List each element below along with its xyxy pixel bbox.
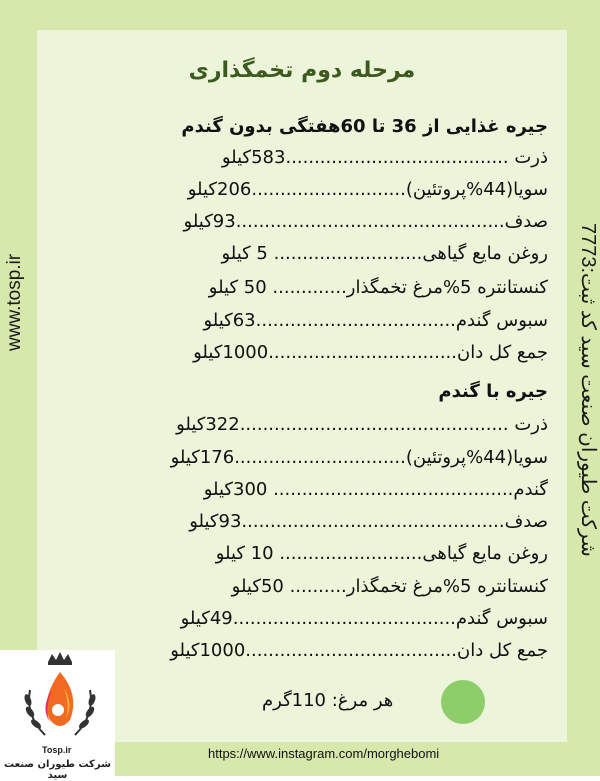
ingredient-row: سویا(44%پروتئین)...........................206کیلو — [187, 179, 548, 200]
ingredient-row: صدف...............................................93کیلو — [183, 211, 548, 232]
ingredient-row: کنستانتره 5%مرغ تخمگذار.......... 50کیلو — [231, 576, 548, 597]
ingredient-row: صدف..............................................93کیلو — [189, 511, 548, 532]
company-logo — [0, 650, 115, 781]
section2-heading: جیره با گندم — [438, 381, 548, 402]
instagram-link[interactable]: https://www.instagram.com/morghebomi — [208, 746, 440, 761]
side-company-text: شرکت طیوران صنعت سید کد ثبت:7773 — [577, 223, 599, 557]
egg-icon — [441, 680, 485, 724]
logo-emblem-icon — [0, 650, 115, 745]
ingredient-row: روغن مایع گیاهی.......................... 5 کیلو — [221, 243, 548, 264]
section1-heading: جیره غذایی از 36 تا 60هفتگی بدون گندم — [181, 116, 548, 137]
ingredient-row: سبوس گندم...................................63کیلو — [203, 310, 548, 331]
ingredient-row: ذرت ...............................................322کیلو — [176, 414, 548, 435]
ingredient-row: ذرت .......................................583کیلو — [221, 147, 548, 168]
per-hen-amount: هر مرغ: 110گرم — [262, 690, 394, 711]
page-title: مرحله دوم تخمگذاری — [188, 58, 416, 83]
ingredient-row: سویا(44%پروتئین)..............................176کیلو — [170, 447, 548, 468]
logo-caption: شرکت طیوران صنعت سید — [4, 759, 111, 781]
ingredient-row: گندم.......................................... 300کیلو — [203, 479, 548, 500]
ingredient-row: سبوس گندم.......................................49کیلو — [180, 608, 548, 629]
logo-site-text: Tosp.ir — [42, 745, 72, 755]
ingredient-row: روغن مایع گیاهی......................... 10 کیلو — [215, 543, 548, 564]
total-row: جمع کل دان.....................................1000کیلو — [170, 640, 548, 661]
total-row: جمع کل دان.................................1000کیلو — [193, 342, 548, 363]
ingredient-row: کنستانتره 5%مرغ تخمگذار............. 50 کیلو — [208, 277, 548, 298]
side-website-text: www.tosp.ir — [4, 253, 25, 351]
